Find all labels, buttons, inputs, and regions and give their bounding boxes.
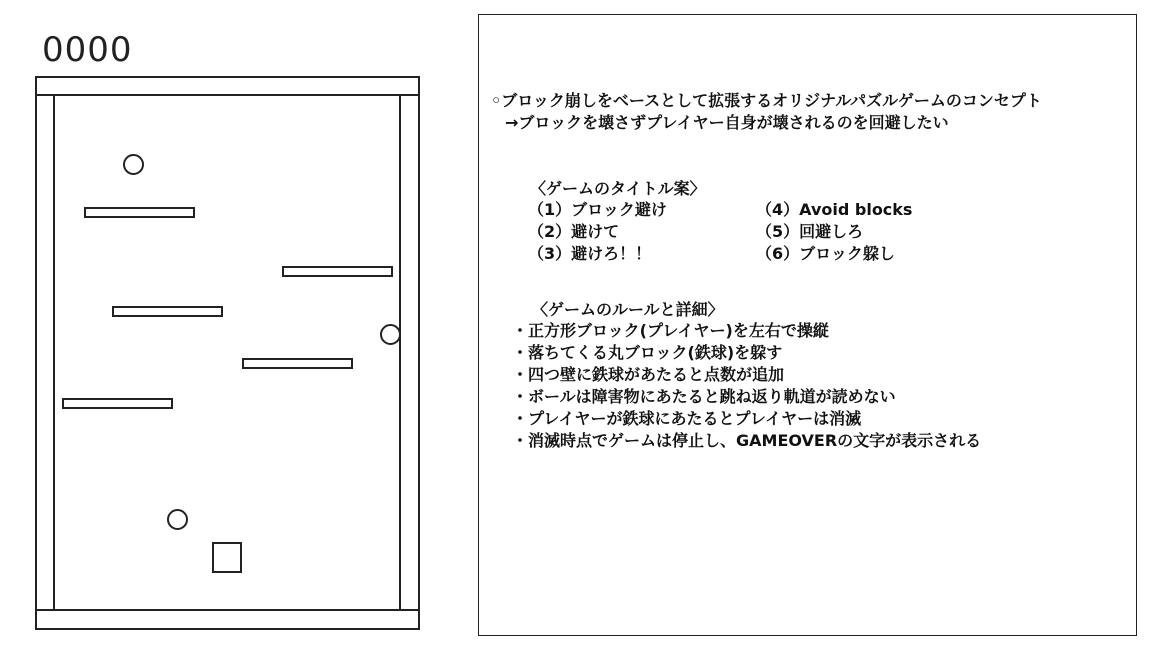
obstacle-bar	[112, 306, 223, 317]
title-option-5: （5）回避しろ	[756, 222, 864, 241]
obstacle-bar	[62, 398, 173, 409]
player-block[interactable]	[212, 542, 242, 573]
rule-item-3: ・四つ壁に鉄球があたると点数が追加	[512, 365, 785, 384]
obstacle-bar	[242, 358, 353, 369]
title-option-4: （4）Avoid blocks	[756, 200, 913, 219]
left-wall	[35, 94, 55, 611]
iron-ball	[380, 324, 401, 345]
rule-item-4: ・ボールは障害物にあたると跳ね返り軌道が読めない	[512, 387, 896, 406]
title-option-6: （6）ブロック躱し	[756, 244, 895, 263]
bottom-wall	[35, 609, 420, 630]
rule-item-6: ・消滅時点でゲームは停止し、GAMEOVERの文字が表示される	[512, 431, 982, 450]
rules-heading: 〈ゲームのルールと詳細〉	[532, 300, 724, 319]
rule-item-1: ・正方形ブロック(プレイヤー)を左右で操縦	[512, 321, 829, 340]
iron-ball	[123, 154, 144, 175]
titles-heading: 〈ゲームのタイトル案〉	[530, 179, 706, 198]
concept-line-2: →ブロックを壊さずプレイヤー自身が壊されるのを回避したい	[505, 113, 949, 132]
title-option-2: （2）避けて	[528, 222, 620, 241]
top-wall	[35, 76, 420, 96]
obstacle-bar	[84, 207, 195, 218]
concept-line-1: ◦ブロック崩しをベースとして拡張するオリジナルパズルゲームのコンセプト	[491, 91, 1042, 110]
title-option-3: （3）避けろ！！	[528, 244, 652, 263]
rule-item-2: ・落ちてくる丸ブロック(鉄球)を躱す	[512, 343, 783, 362]
right-wall	[399, 94, 420, 611]
obstacle-bar	[282, 266, 393, 277]
score-display: 0000	[42, 30, 133, 70]
title-option-1: （1）ブロック避け	[528, 200, 667, 219]
iron-ball	[167, 509, 188, 530]
rule-item-5: ・プレイヤーが鉄球にあたるとプレイヤーは消滅	[512, 409, 862, 428]
